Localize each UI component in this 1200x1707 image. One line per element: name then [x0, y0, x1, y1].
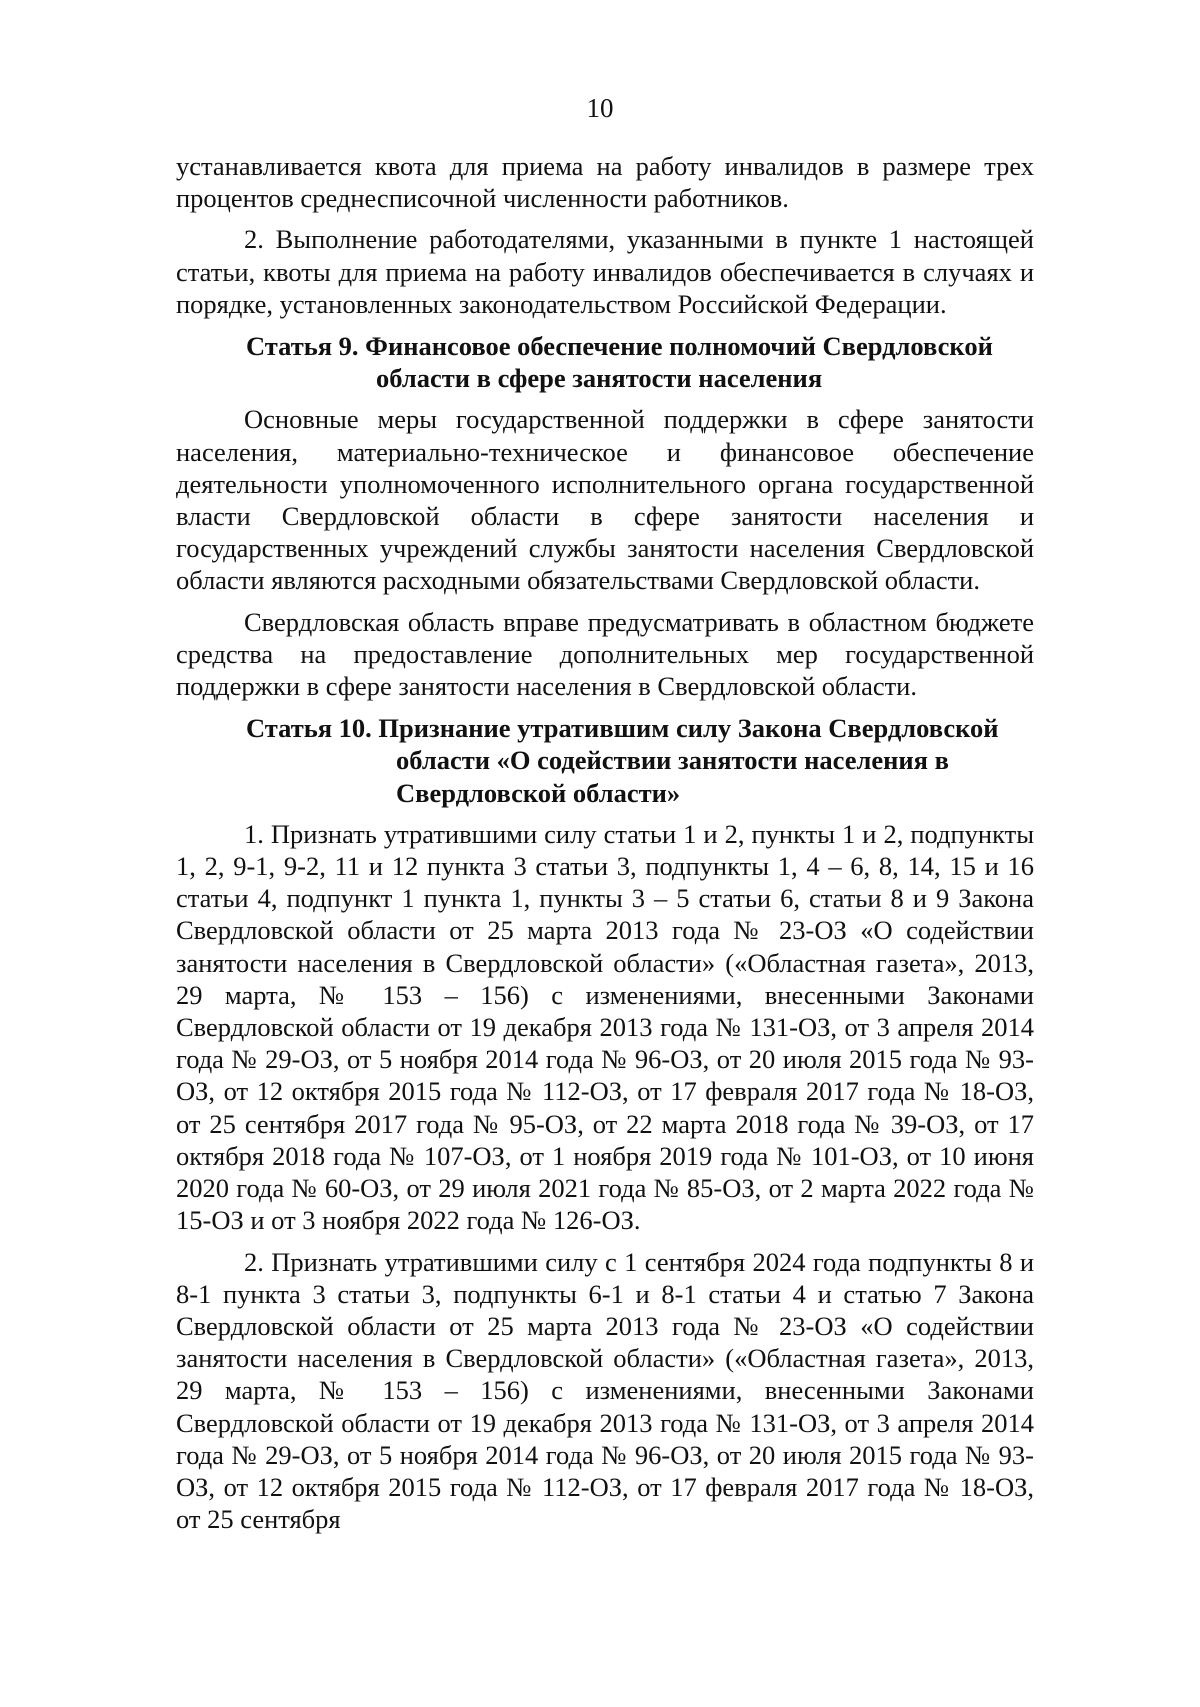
paragraph-repeal-2: 2. Признать утратившими силу с 1 сентября 2024 года подпункты 8 и 8-1 пункта 3 статьи 3, подпункты 6-1 и 8-1 статьи 4 и статью 7 Закона Свердловской области от 25 марта 2013 года № 23-ОЗ «О содействии занятости населения в Свердловской области» («Областная газета», 2013, 29 марта, № 153 – 156) с изменениями, внесенными Законами Свердловской области от 19 декабря 2013 года № 131-ОЗ, от 3 апреля 2014 года № 29-ОЗ, от 5 ноября 2014 года № 96-ОЗ, от 20 июля 2015 года № 93-ОЗ, от 12 октября 2015 года № 112-ОЗ, от 17 февраля 2017 года № 18-ОЗ, от 25 сентября [176, 1246, 1034, 1535]
article-10-heading-line-2: области «О содействии занятости населения в [396, 745, 949, 776]
paragraph-repeal-1: 1. Признать утратившими силу статьи 1 и 2, пункты 1 и 2, подпункты 1, 2, 9-1, 9-2, 11 и 12 пункта 3 статьи 3, подпункты 1, 4 – 6, 8, 14, 15 и 16 статьи 4, подпункт 1 пункта 1, пункты 3 – 5 статьи 6, статьи 8 и 9 Закона Свердловской области от 25 марта 2013 года № 23-ОЗ «О содействии занятости населения в Свердловской области» («Областная газета», 2013, 29 марта, № 153 – 156) с изменениями, внесенными Законами Свердловской области от 19 декабря 2013 года № 131-ОЗ, от 3 апреля 2014 года № 29-ОЗ, от 5 ноября 2014 года № 96-ОЗ, от 20 июля 2015 года № 93-ОЗ, от 12 октября 2015 года № 112-ОЗ, от 17 февраля 2017 года № 18-ОЗ, от 25 сентября 2017 года № 95-ОЗ, от 22 марта 2018 года № 39-ОЗ, от 17 октября 2018 года № 107-ОЗ, от 1 ноября 2019 года № 101-ОЗ, от 10 июня 2020 года № 60-ОЗ, от 29 июля 2021 года № 85-ОЗ, от 2 марта 2022 года № 15-ОЗ и от 3 ноября 2022 года № 126-ОЗ. [176, 818, 1034, 1236]
article-10-heading [176, 712, 1034, 809]
paragraph-additional-support: Свердловская область вправе предусматривать в областном бюджете средства на предоставление дополнительных мер государственной поддержки в сфере занятости населения в Свердловской области. [176, 606, 1034, 702]
article-9-heading-line-1: Статья 9. Финансовое обеспечение полномочий Свердловской [246, 331, 993, 362]
article-10-heading-line-1: Статья 10. Признание утратившим силу Закона Свердловской [246, 713, 999, 744]
document-body [176, 150, 1034, 1535]
page-number: 10 [586, 93, 614, 123]
paragraph-quota-fulfillment: 2. Выполнение работодателями, указанными в пункте 1 настоящей статьи, квоты для приема на работу инвалидов обеспечивается в случаях и порядке, установленных законодательством Российской Федерации. [176, 224, 1034, 319]
article-10-heading-line-3: Свердловской области» [396, 777, 681, 808]
paragraph-main-support-measures: Основные меры государственной поддержки в сфере занятости населения, материально-техническое и финансовое обеспечение деятельности уполномоченного исполнительного органа государственной власти Свердловской области в сфере занятости населения и государственных учреждений службы занятости населения Свердловской области являются расходными обязательствами Свердловской области. [176, 404, 1034, 596]
article-9-heading-line-2: области в сфере занятости населения [376, 363, 823, 394]
article-9-heading [176, 330, 1034, 394]
paragraph-quota-continuation: устанавливается квота для приема на работу инвалидов в размере трех процентов среднесписочной численности работников. [176, 151, 1034, 214]
